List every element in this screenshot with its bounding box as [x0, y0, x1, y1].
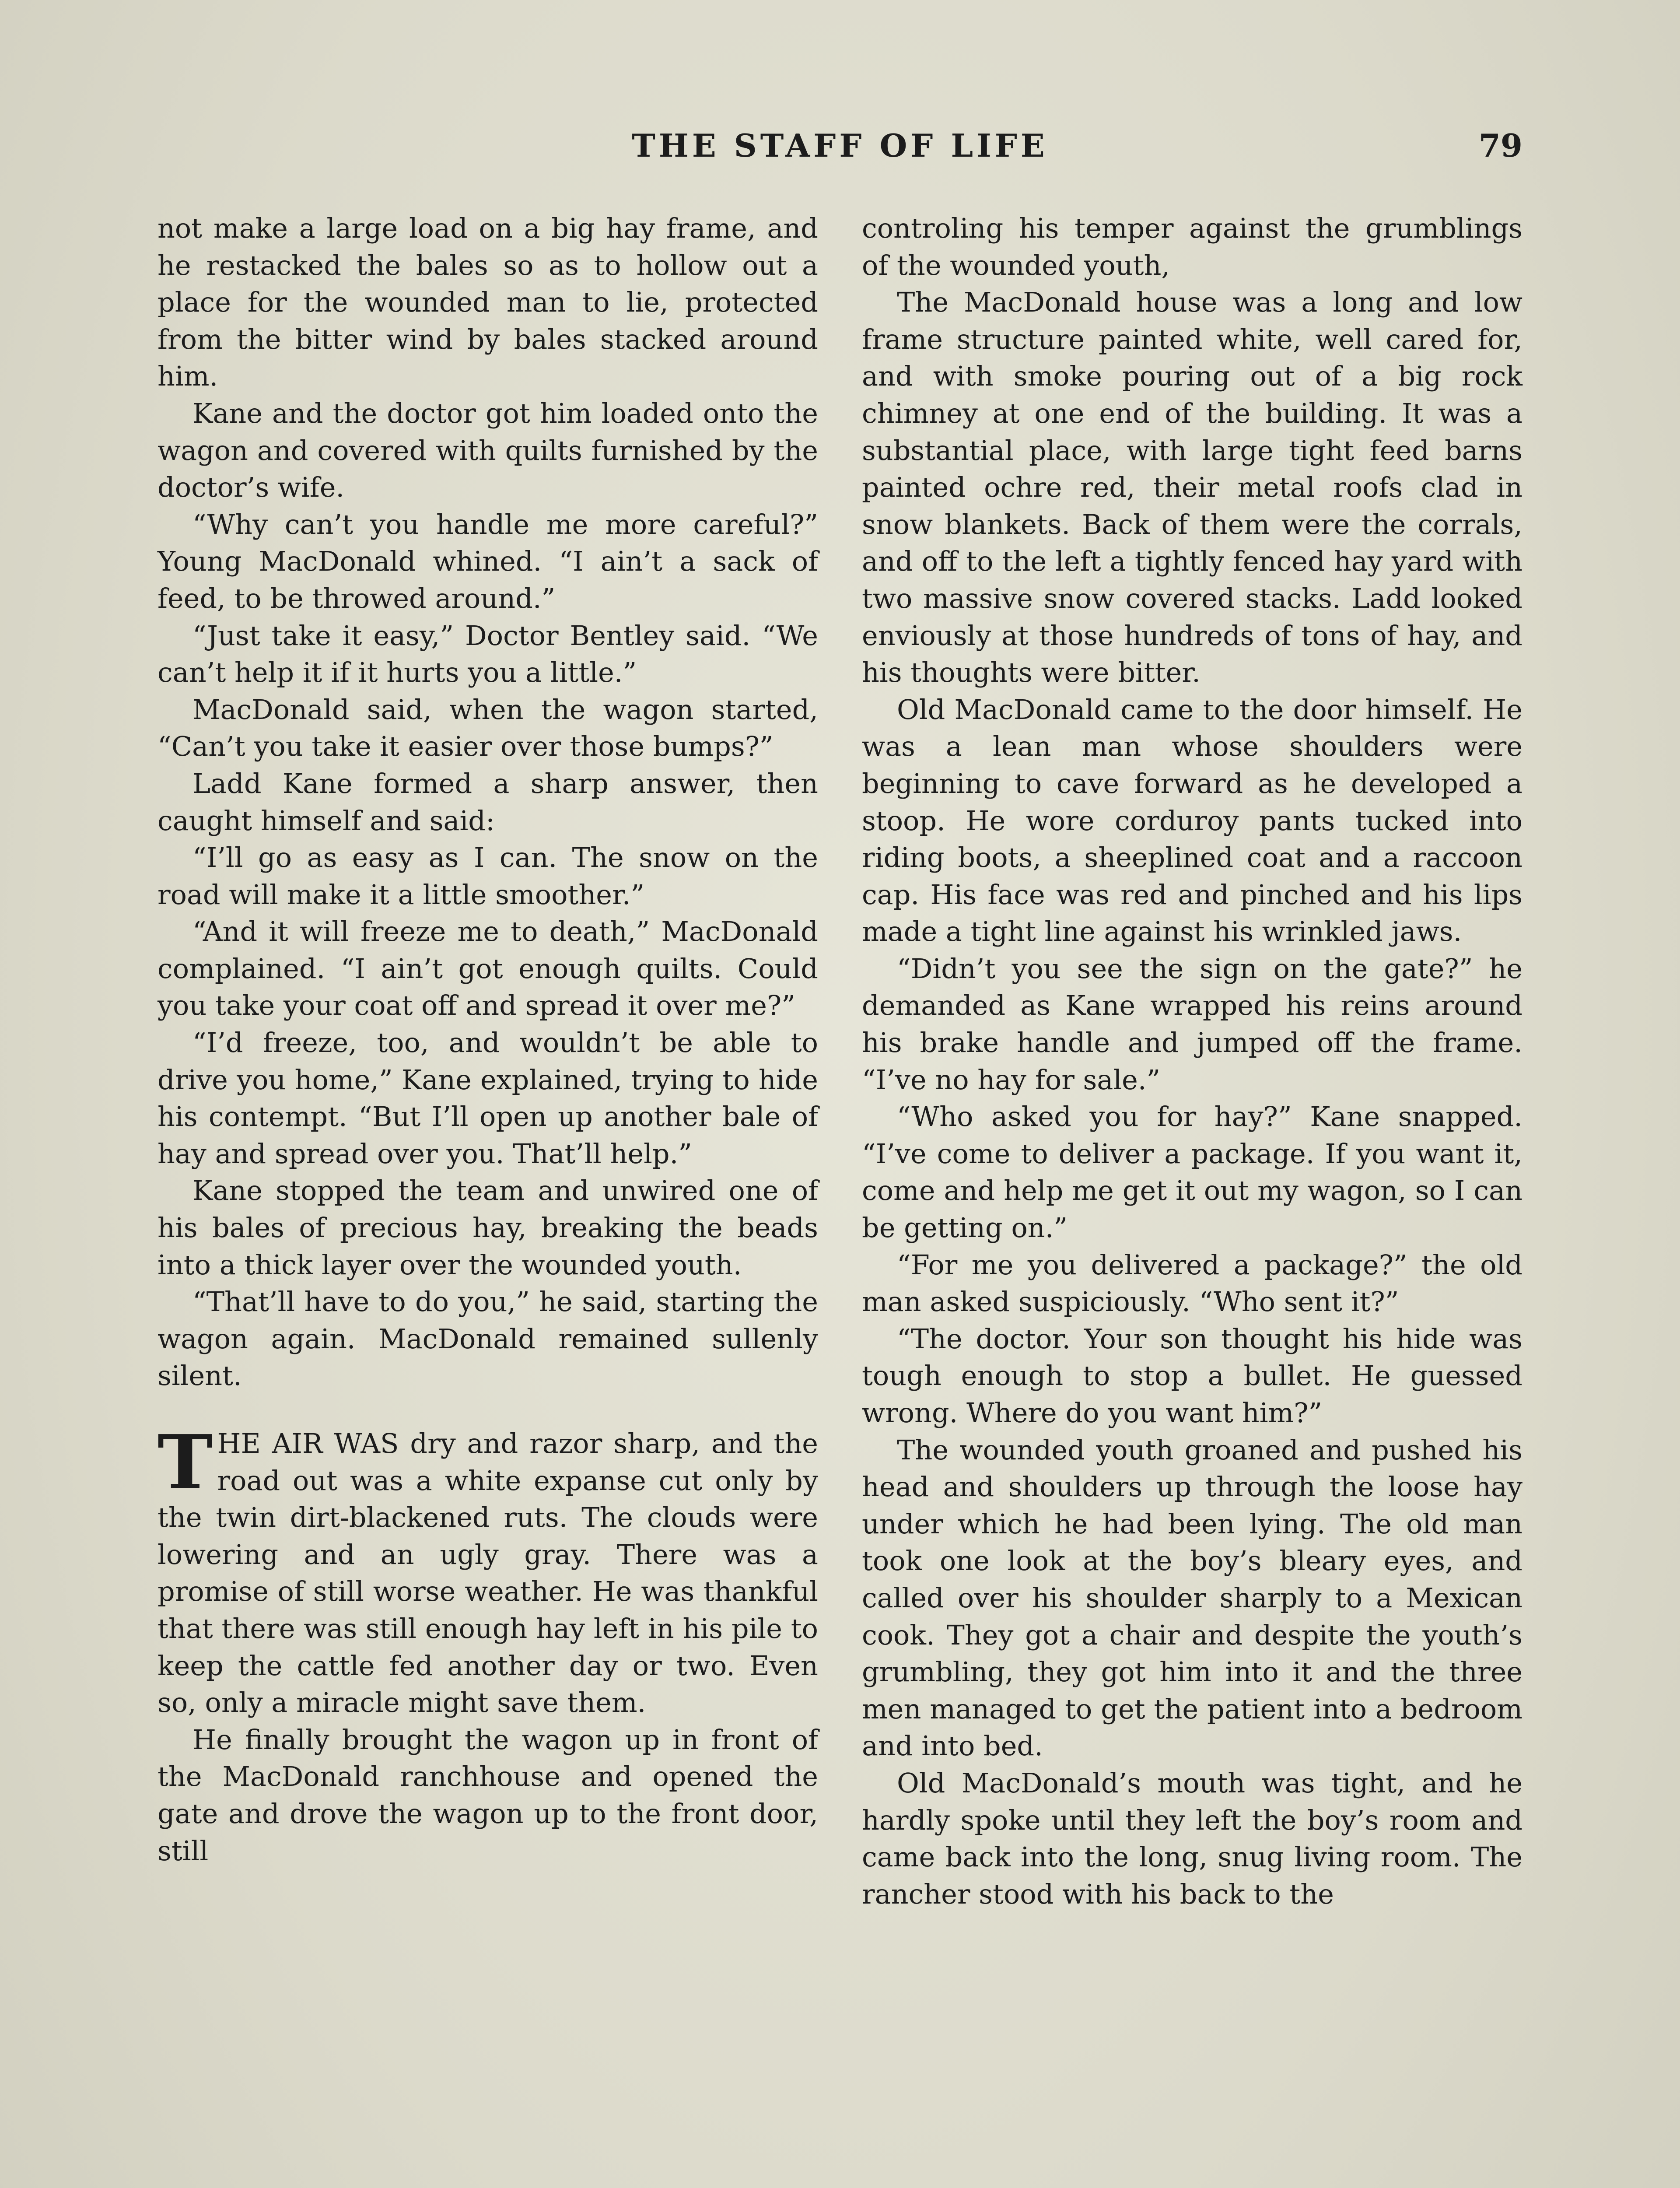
text-columns — [158, 210, 1522, 2188]
paragraph: MacDonald said, when the wagon started, “Can’t you take it easier over those bumps?” — [158, 693, 818, 763]
paragraph: not make a large load on a big hay frame, and he restacked the bales so as to hollow out a place for the wounded man to lie, protected from the bitter wind by bales stacked around him. — [158, 212, 818, 393]
running-title: THE STAFF OF LIFE — [632, 127, 1048, 164]
paragraph: “Just take it easy,” Doctor Bentley said. “We can’t help it if it hurts you a little.” — [158, 619, 818, 689]
paragraph: “I’ll go as easy as I can. The snow on the road will make it a little smoother.” — [158, 842, 818, 911]
paragraph: Old MacDonald’s mouth was tight, and he hardly spoke until they left the boy’s room and came back into the long, snug living room. The rancher stood with his back to the — [862, 1767, 1522, 1910]
paragraph: “Who asked you for hay?” Kane snapped. “I’ve come to deliver a package. If you want it, come and help me get it out my wagon, so I can be getting on.” — [862, 1101, 1522, 1244]
paragraph: “The doctor. Your son thought his hide was tough enough to stop a bullet. He guessed wrong. Where do you want him?” — [862, 1322, 1522, 1429]
paragraph: “I’d freeze, too, and wouldn’t be able to drive you home,” Kane explained, trying to hide his contempt. “But I’ll open up another bale of hay and spread over you. That’ll help.” — [158, 1027, 818, 1170]
left-column — [158, 210, 818, 2188]
paragraph: “Didn’t you see the sign on the gate?” he demanded as Kane wrapped his reins around his brake handle and jumped off the frame. “I’ve no hay for sale.” — [862, 952, 1522, 1096]
section-lead-paragraph — [158, 1419, 818, 1722]
paragraph: “Why can’t you handle me more careful?” Young MacDonald whined. “I ain’t a sack of feed, to be throwed around.” — [158, 508, 818, 614]
paragraph: He finally brought the wagon up in front of the MacDonald ranchhouse and opened the gate and drove the wagon up to the front door, still — [158, 1723, 818, 1867]
paragraph: The wounded youth groaned and pushed his head and shoulders up through the loose hay under which he had been lying. The old man took one look at the boy’s bleary eyes, and called over his shoulder sharply to a Mexican cook. They got a chair and despite the youth’s grumbling, they got him into it and the three men managed to get the patient into a bedroom and into bed. — [862, 1434, 1522, 1762]
paragraph: Old MacDonald came to the door himself. He was a lean man whose shoulders were beginning to cave forward as he developed a stoop. He wore corduroy pants tucked into riding boots, a sheeplined coat and a raccoon cap. His face was red and pinched and his lips made a tight line against his wrinkled jaws. — [862, 693, 1522, 948]
paragraph: “That’ll have to do you,” he said, starting the wagon again. MacDonald remained sullenly silent. — [158, 1286, 818, 1392]
paragraph: The MacDonald house was a long and low frame structure painted white, well cared for, and with smoke pouring out of a big rock chimney at one end of the building. It was a substantial place, with large tight feed barns painted ochre red, their metal roofs clad in snow blankets. Back of them were the corrals, and off to the left a tightly fenced hay yard with two massive snow covered stacks. Ladd looked enviously at those hundreds of tons of hay, and his thoughts were bitter. — [862, 286, 1522, 689]
page-number: 79 — [1478, 127, 1522, 164]
section-lead-text: HE AIR WAS dry and razor sharp, and the road out was a white expanse cut only by the twin dirt-blackened ruts. The clouds were lowering and an ugly gray. There was a promise of still worse weather. He was thankful that there was still enough hay left in his pile to keep the cattle fed another day or two. Even so, only a miracle might save them. — [158, 1427, 818, 1719]
paragraph: Ladd Kane formed a sharp answer, then caught himself and said: — [158, 767, 818, 837]
paragraph: Kane stopped the team and unwired one of his bales of precious hay, breaking the beads into a thick layer over the wounded youth. — [158, 1175, 818, 1281]
right-column — [862, 210, 1522, 2188]
paragraph: “And it will freeze me to death,” MacDonald complained. “I ain’t got enough quilts. Could you take your coat off and spread it over me?” — [158, 915, 818, 1022]
paragraph: Kane and the doctor got him loaded onto the wagon and covered with quilts furnished by the doctor’s wife. — [158, 397, 818, 504]
page-header — [158, 127, 1522, 175]
drop-cap: T — [158, 1419, 213, 1506]
paragraph: controling his temper against the grumblings of the wounded youth, — [862, 212, 1522, 281]
paragraph: “For me you delivered a package?” the old man asked suspiciously. “Who sent it?” — [862, 1248, 1522, 1318]
